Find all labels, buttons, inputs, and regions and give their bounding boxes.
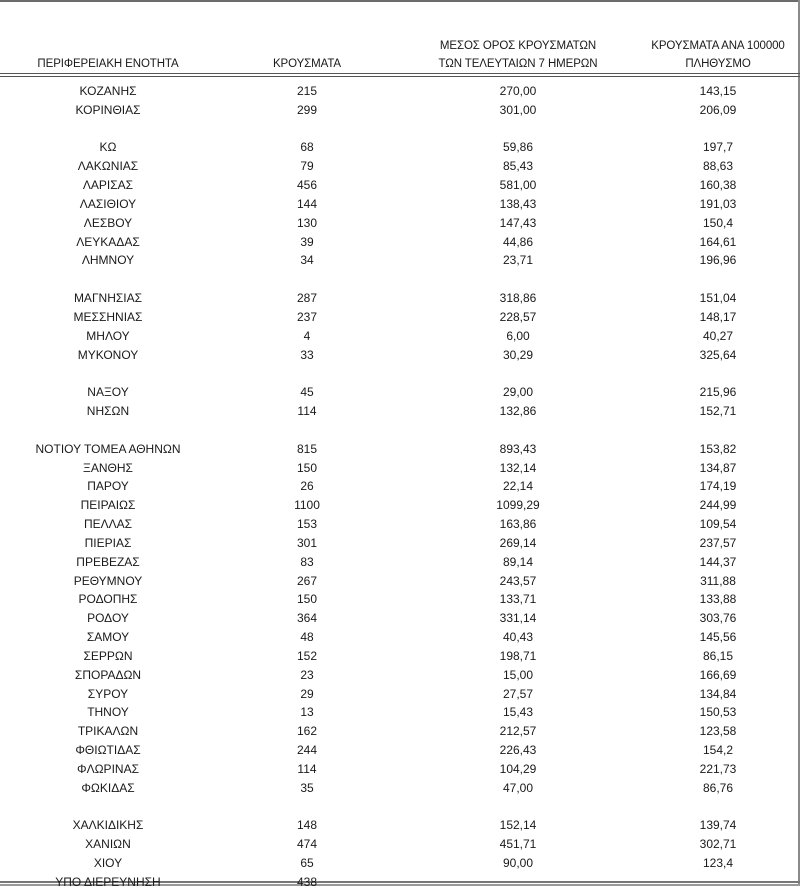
cell-avg7: 270,00 bbox=[499, 84, 537, 98]
cell-avg7: 228,57 bbox=[499, 309, 537, 324]
cell-per100k: 40,27 bbox=[702, 328, 734, 343]
cell-per100k: 153,82 bbox=[699, 441, 737, 456]
spacer-row bbox=[0, 797, 798, 816]
cell-per100k: 174,19 bbox=[699, 479, 737, 494]
cell-region: ΦΩΚΙΔΑΣ bbox=[81, 780, 135, 795]
cell-region: ΡΟΔΟΥ bbox=[87, 611, 129, 626]
cell-per100k: 197,7 bbox=[702, 140, 734, 155]
cell-region: ΝΟΤΙΟΥ ΤΟΜΕΑ ΑΘΗΝΩΝ bbox=[35, 441, 181, 456]
cell-cases: 153 bbox=[296, 517, 318, 532]
table-row bbox=[0, 383, 798, 402]
table-row bbox=[0, 722, 798, 741]
cell-cases: 237 bbox=[296, 309, 318, 324]
cell-per100k: 302,71 bbox=[699, 837, 737, 852]
cell-avg7: 152,14 bbox=[499, 818, 537, 833]
cell-cases: 130 bbox=[296, 215, 318, 230]
cell-region: ΛΑΣΙΘΙΟΥ bbox=[79, 196, 137, 211]
cell-avg7: 23,71 bbox=[502, 253, 534, 268]
cell-cases: 152 bbox=[296, 648, 318, 663]
cell-avg7: 581,00 bbox=[499, 178, 537, 193]
cell-avg7: 47,00 bbox=[502, 780, 534, 795]
table-row bbox=[0, 779, 798, 798]
table-row bbox=[0, 214, 798, 233]
cell-cases: 162 bbox=[296, 724, 318, 739]
cell-cases: 65 bbox=[300, 855, 314, 870]
cell-avg7: 59,86 bbox=[502, 140, 534, 155]
cell-region: ΛΕΣΒΟΥ bbox=[83, 215, 133, 230]
cell-region: ΝΑΞΟΥ bbox=[87, 385, 129, 400]
spacer-row bbox=[0, 270, 798, 289]
table-row bbox=[0, 101, 798, 120]
cell-avg7: 132,86 bbox=[499, 404, 537, 419]
cell-region: ΧΑΛΚΙΔΙΚΗΣ bbox=[72, 818, 144, 833]
cell-avg7: 15,43 bbox=[502, 705, 534, 720]
table-row bbox=[0, 572, 798, 591]
header-per100k bbox=[638, 33, 798, 74]
spacer-cell bbox=[0, 364, 798, 383]
cell-per100k: 166,69 bbox=[699, 667, 737, 682]
cell-per100k: 109,54 bbox=[699, 517, 737, 532]
cell-cases: 301 bbox=[296, 535, 318, 550]
table-row bbox=[0, 402, 798, 421]
header-cases: ΚΡΟΥΣΜΑΤΑ bbox=[272, 58, 342, 70]
cell-per100k: 88,63 bbox=[702, 159, 734, 174]
table-row bbox=[0, 685, 798, 704]
cell-avg7: 212,57 bbox=[499, 724, 537, 739]
table-row bbox=[0, 289, 798, 308]
cell-avg7: 89,14 bbox=[502, 554, 534, 569]
cell-cases: 144 bbox=[296, 196, 318, 211]
cell-region: ΚΟΖΑΝΗΣ bbox=[79, 84, 137, 98]
cell-region: ΠΑΡΟΥ bbox=[87, 479, 129, 494]
cell-region: ΤΡΙΚΑΛΩΝ bbox=[77, 724, 139, 739]
cell-cases: 267 bbox=[296, 573, 318, 588]
top-border bbox=[0, 0, 800, 2]
spacer-row bbox=[0, 421, 798, 440]
cell-per100k: 191,03 bbox=[699, 196, 737, 211]
table-row bbox=[0, 251, 798, 270]
cell-cases: 474 bbox=[296, 837, 318, 852]
cell-cases: 456 bbox=[296, 178, 318, 193]
cell-region: ΚΩ bbox=[99, 140, 117, 155]
table-row bbox=[0, 590, 798, 609]
cell-region: ΞΑΝΘΗΣ bbox=[83, 460, 133, 475]
cell-cases: 148 bbox=[296, 818, 318, 833]
header-avg7-line2: ΤΩΝ ΤΕΛΕΥΤΑΙΩΝ 7 ΗΜΕΡΩΝ bbox=[438, 58, 598, 70]
cell-per100k: 134,84 bbox=[699, 686, 737, 701]
cell-region: ΝΗΣΩΝ bbox=[86, 404, 130, 419]
cases-table bbox=[0, 33, 798, 892]
cell-per100k: 303,76 bbox=[699, 611, 737, 626]
table-row bbox=[0, 553, 798, 572]
cell-avg7: 318,86 bbox=[499, 291, 537, 306]
table-row bbox=[0, 703, 798, 722]
cell-region: ΦΘΙΩΤΙΔΑΣ bbox=[75, 742, 141, 757]
cell-cases: 4 bbox=[303, 328, 311, 343]
table-row bbox=[0, 157, 798, 176]
cell-per100k: 160,38 bbox=[699, 178, 737, 193]
cell-per100k: 133,88 bbox=[699, 592, 737, 607]
cell-region: ΛΗΜΝΟΥ bbox=[81, 253, 135, 268]
table-row bbox=[0, 741, 798, 760]
cell-region: ΛΑΚΩΝΙΑΣ bbox=[77, 159, 139, 174]
table-row bbox=[0, 308, 798, 327]
table-row bbox=[0, 459, 798, 478]
table-row bbox=[0, 534, 798, 553]
cell-region: ΜΥΚΟΝΟΥ bbox=[77, 347, 139, 362]
table-row bbox=[0, 816, 798, 835]
cell-region: ΡΟΔΟΠΗΣ bbox=[78, 592, 138, 607]
cell-region: ΠΕΛΛΑΣ bbox=[83, 517, 133, 532]
cell-region: ΚΟΡΙΝΘΙΑΣ bbox=[75, 102, 141, 117]
cell-per100k: 145,56 bbox=[699, 630, 737, 645]
spacer-cell bbox=[0, 120, 798, 139]
cell-avg7: 27,57 bbox=[502, 686, 534, 701]
table-row bbox=[0, 496, 798, 515]
cell-per100k: 150,4 bbox=[702, 215, 734, 230]
cell-cases: 83 bbox=[300, 554, 314, 569]
cell-avg7: 6,00 bbox=[506, 328, 530, 343]
cell-per100k: 139,74 bbox=[699, 818, 737, 833]
table-row bbox=[0, 760, 798, 779]
table-row bbox=[0, 515, 798, 534]
table-row bbox=[0, 233, 798, 252]
header-per100k-line2: ΠΛΗΘΥΣΜΟ bbox=[685, 58, 751, 70]
cell-cases: 438 bbox=[296, 874, 318, 889]
cell-region: ΥΠΟ ΔΙΕΡΕΥΝΗΣΗ bbox=[55, 874, 161, 889]
cell-avg7: 85,43 bbox=[502, 159, 534, 174]
cell-avg7: 44,86 bbox=[502, 234, 534, 249]
cell-per100k: 86,76 bbox=[702, 780, 734, 795]
cell-avg7: 163,86 bbox=[499, 517, 537, 532]
table-header-row bbox=[0, 33, 798, 74]
table-body bbox=[0, 82, 798, 892]
cell-region: ΣΕΡΡΩΝ bbox=[83, 648, 133, 663]
spacer-cell bbox=[0, 797, 798, 816]
cell-per100k: 221,73 bbox=[699, 761, 737, 776]
cell-cases: 29 bbox=[300, 686, 314, 701]
table-row bbox=[0, 440, 798, 459]
cell-avg7: 40,43 bbox=[502, 630, 534, 645]
cell-cases: 45 bbox=[300, 385, 314, 400]
cell-region: ΦΛΩΡΙΝΑΣ bbox=[77, 761, 139, 776]
cell-per100k: 311,88 bbox=[700, 573, 736, 588]
table-row bbox=[0, 346, 798, 365]
cell-avg7: 133,71 bbox=[499, 592, 537, 607]
table-row bbox=[0, 477, 798, 496]
cell-avg7: 451,71 bbox=[499, 837, 537, 852]
table-row bbox=[0, 327, 798, 346]
cell-cases: 244 bbox=[296, 742, 318, 757]
cell-per100k: 144,37 bbox=[699, 554, 737, 569]
cell-per100k: 325,64 bbox=[699, 347, 737, 362]
cell-avg7: 22,14 bbox=[502, 479, 534, 494]
cell-per100k: 86,15 bbox=[702, 648, 734, 663]
cell-per100k: 150,53 bbox=[699, 705, 737, 720]
cell-cases: 815 bbox=[296, 441, 318, 456]
cell-region: ΡΕΘΥΜΝΟΥ bbox=[73, 573, 143, 588]
cell-per100k: 148,17 bbox=[699, 309, 737, 324]
cell-avg7: 1099,29 bbox=[496, 498, 540, 513]
cell-per100k: 151,04 bbox=[699, 291, 737, 306]
table-row bbox=[0, 628, 798, 647]
cell-avg7: 226,43 bbox=[499, 742, 537, 757]
cell-per100k: 196,96 bbox=[699, 253, 737, 268]
cell-cases: 68 bbox=[300, 140, 314, 155]
cell-avg7: 138,43 bbox=[499, 196, 537, 211]
cell-per100k: 134,87 bbox=[699, 460, 737, 475]
cell-region: ΛΕΥΚΑΔΑΣ bbox=[76, 234, 140, 249]
table-row bbox=[0, 609, 798, 628]
cell-region: ΜΗΛΟΥ bbox=[86, 328, 130, 343]
cell-avg7: 104,29 bbox=[499, 761, 537, 776]
cell-region: ΠΙΕΡΙΑΣ bbox=[84, 535, 132, 550]
cell-avg7: 301,00 bbox=[499, 102, 537, 117]
table-row bbox=[0, 647, 798, 666]
cell-per100k: 164,61 bbox=[699, 234, 737, 249]
cell-avg7: 893,43 bbox=[499, 441, 537, 456]
cell-avg7: 29,00 bbox=[502, 385, 534, 400]
cell-cases: 287 bbox=[296, 291, 318, 306]
table-row bbox=[0, 176, 798, 195]
header-avg7-line1: ΜΕΣΟΣ ΟΡΟΣ ΚΡΟΥΣΜΑΤΩΝ bbox=[439, 40, 597, 52]
table-row bbox=[0, 138, 798, 157]
cell-avg7: 243,57 bbox=[499, 573, 537, 588]
cell-per100k: 123,4 bbox=[702, 855, 734, 870]
table-row bbox=[0, 873, 798, 892]
cell-avg7: 331,14 bbox=[499, 611, 537, 626]
cell-cases: 79 bbox=[300, 159, 314, 174]
cell-cases: 114 bbox=[297, 761, 317, 776]
cell-per100k: 152,71 bbox=[699, 404, 737, 419]
cell-cases: 364 bbox=[296, 611, 318, 626]
cell-avg7: 198,71 bbox=[499, 648, 537, 663]
cell-per100k: 215,96 bbox=[699, 385, 737, 400]
cell-cases: 23 bbox=[300, 667, 314, 682]
cell-per100k: 143,15 bbox=[699, 84, 737, 98]
cell-region: ΛΑΡΙΣΑΣ bbox=[82, 178, 134, 193]
cell-avg7: 147,43 bbox=[499, 215, 537, 230]
table-row bbox=[0, 195, 798, 214]
cell-avg7: 15,00 bbox=[502, 667, 534, 682]
cell-per100k: 237,57 bbox=[699, 535, 737, 550]
table-row bbox=[0, 835, 798, 854]
cell-cases: 299 bbox=[296, 102, 318, 117]
cell-region: ΠΡΕΒΕΖΑΣ bbox=[76, 554, 140, 569]
cell-region: ΧΑΝΙΩΝ bbox=[85, 837, 131, 852]
cell-cases: 33 bbox=[300, 347, 314, 362]
cell-cases: 1100 bbox=[294, 498, 320, 513]
table-row bbox=[0, 854, 798, 873]
cell-region: ΣΑΜΟΥ bbox=[86, 630, 130, 645]
cell-per100k: 154,2 bbox=[702, 742, 734, 757]
cell-cases: 35 bbox=[300, 780, 314, 795]
cell-region: ΜΕΣΣΗΝΙΑΣ bbox=[73, 309, 143, 324]
spacer-row bbox=[0, 120, 798, 139]
cell-avg7: 30,29 bbox=[502, 347, 534, 362]
cell-cases: 26 bbox=[300, 479, 314, 494]
cell-per100k: 123,58 bbox=[699, 724, 737, 739]
cell-region: ΤΗΝΟΥ bbox=[87, 705, 129, 720]
cell-cases: 215 bbox=[296, 84, 318, 98]
cell-cases: 150 bbox=[296, 592, 318, 607]
cell-region: ΣΥΡΟΥ bbox=[87, 686, 129, 701]
cell-cases: 150 bbox=[296, 460, 318, 475]
cell-per100k: 244,99 bbox=[699, 498, 737, 513]
cell-region: ΜΑΓΝΗΣΙΑΣ bbox=[73, 291, 143, 306]
spacer-cell bbox=[0, 421, 798, 440]
cell-avg7: 132,14 bbox=[499, 460, 537, 475]
cell-cases: 13 bbox=[300, 705, 314, 720]
header-region: ΠΕΡΙΦΕΡΕΙΑΚΗ ΕΝΟΤΗΤΑ bbox=[37, 58, 179, 70]
cell-avg7: 90,00 bbox=[502, 855, 534, 870]
spacer-row bbox=[0, 364, 798, 383]
cell-region: ΣΠΟΡΑΔΩΝ bbox=[74, 667, 142, 682]
cell-cases: 48 bbox=[300, 630, 314, 645]
header-spacer bbox=[0, 74, 798, 82]
cell-region: ΠΕΙΡΑΙΩΣ bbox=[80, 498, 136, 513]
cell-cases: 39 bbox=[300, 234, 314, 249]
table-row bbox=[0, 82, 798, 101]
cell-cases: 114 bbox=[297, 404, 317, 419]
cell-avg7 bbox=[398, 873, 638, 892]
header-avg7 bbox=[398, 33, 638, 74]
cell-per100k bbox=[638, 873, 798, 892]
cell-avg7: 269,14 bbox=[499, 535, 537, 550]
table-row bbox=[0, 666, 798, 685]
cell-per100k: 206,09 bbox=[699, 102, 737, 117]
header-per100k-line1: ΚΡΟΥΣΜΑΤΑ ΑΝΑ 100000 bbox=[651, 40, 785, 52]
cell-region: ΧΙΟΥ bbox=[93, 855, 123, 870]
spacer-cell bbox=[0, 270, 798, 289]
cell-cases: 34 bbox=[300, 253, 314, 268]
